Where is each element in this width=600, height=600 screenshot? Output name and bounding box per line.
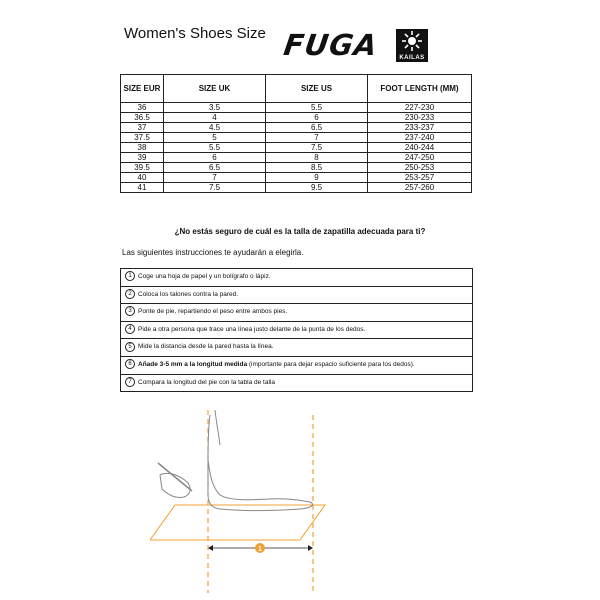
table-cell: 7 — [266, 133, 368, 143]
table-row — [121, 133, 472, 143]
table-cell: 6.5 — [266, 123, 368, 133]
table-cell: 240-244 — [368, 143, 472, 153]
instructions-intro: Las siguientes instrucciones te ayudarán a elegirla. — [122, 248, 304, 257]
brand-name: FUGA — [281, 28, 380, 62]
step-text: Mide la distancia desde la pared hasta la línea. — [138, 343, 274, 351]
table-row — [121, 183, 472, 193]
measure-marker-label: 1 — [258, 546, 262, 553]
size-chart-table — [120, 74, 472, 193]
instruction-step — [121, 287, 472, 305]
instruction-step — [121, 269, 472, 287]
table-row — [121, 123, 472, 133]
table-cell: 227-230 — [368, 103, 472, 113]
instruction-step — [121, 375, 472, 393]
step-number: 1 — [125, 271, 135, 281]
instruction-step — [121, 339, 472, 357]
table-cell: 5 — [164, 133, 266, 143]
table-cell: 247-250 — [368, 153, 472, 163]
table-row — [121, 153, 472, 163]
table-cell: 39 — [121, 153, 164, 163]
table-cell: 36 — [121, 103, 164, 113]
table-row — [121, 143, 472, 153]
table-row — [121, 173, 472, 183]
table-cell: 6.5 — [164, 163, 266, 173]
table-row — [121, 113, 472, 123]
brand-badge — [396, 29, 428, 62]
table-cell: 6 — [266, 113, 368, 123]
instructions-list — [120, 268, 473, 392]
size-chart-body — [121, 103, 472, 193]
step-text: Compara la longitud del pie con la tabla de talla — [138, 378, 275, 386]
step-number: 2 — [125, 289, 135, 299]
page-title: Women's Shoes Size — [124, 25, 266, 42]
table-row — [121, 163, 472, 173]
column-header: FOOT LENGTH (MM) — [368, 75, 472, 103]
step-number: 7 — [125, 377, 135, 387]
foot-measure-illustration — [150, 405, 350, 595]
instruction-step — [121, 322, 472, 340]
table-header-row — [121, 75, 472, 103]
table-cell: 5.5 — [164, 143, 266, 153]
instruction-step — [121, 304, 472, 322]
table-cell: 3.5 — [164, 103, 266, 113]
table-cell: 7.5 — [164, 183, 266, 193]
table-cell: 250-253 — [368, 163, 472, 173]
instruction-step — [121, 357, 472, 375]
step-text: (importante para dejar espacio suficiente para los dedos). — [247, 360, 415, 368]
step-text: Coge una hoja de papel y un bolígrafo o lápiz. — [138, 273, 271, 280]
step-text: Pide a otra persona que trace una línea justo delante de la punta de los dedos. — [138, 325, 366, 333]
table-cell: 4.5 — [164, 123, 266, 133]
table-cell: 257-260 — [368, 183, 472, 193]
table-cell: 39.5 — [121, 163, 164, 173]
table-cell: 230-233 — [368, 113, 472, 123]
column-header: SIZE EUR — [121, 75, 164, 103]
table-cell: 38 — [121, 143, 164, 153]
step-number: 4 — [125, 324, 135, 334]
column-header: SIZE UK — [164, 75, 266, 103]
table-cell: 8 — [266, 153, 368, 163]
table-cell: 8.5 — [266, 163, 368, 173]
table-cell: 7.5 — [266, 143, 368, 153]
table-cell: 40 — [121, 173, 164, 183]
step-emphasis: Añade 3-5 mm a la longitud medida — [138, 360, 248, 368]
size-question: ¿No estás seguro de cuál es la talla de zapatilla adecuada para ti? — [174, 227, 426, 236]
table-cell: 233-237 — [368, 123, 472, 133]
step-text: Ponte de pie, repartiendo el peso entre ambos pies. — [138, 308, 288, 316]
table-cell: 6 — [164, 153, 266, 163]
table-cell: 237-240 — [368, 133, 472, 143]
step-number: 5 — [125, 342, 135, 352]
table-cell: 41 — [121, 183, 164, 193]
step-number: 3 — [125, 306, 135, 316]
sun-icon — [396, 29, 428, 53]
foot-outline — [208, 460, 313, 511]
table-cell: 5.5 — [266, 103, 368, 113]
brand-logo — [281, 28, 434, 68]
step-number: 6 — [125, 359, 135, 369]
pencil-icon — [158, 463, 192, 491]
table-cell: 7 — [164, 173, 266, 183]
table-cell: 37.5 — [121, 133, 164, 143]
brand-sub: KAILAS — [399, 55, 425, 61]
table-cell: 37 — [121, 123, 164, 133]
step-text: Coloca los talones contra la pared. — [138, 290, 239, 298]
table-cell: 36.5 — [121, 113, 164, 123]
table-cell: 9 — [266, 173, 368, 183]
table-cell: 9.5 — [266, 183, 368, 193]
table-cell: 4 — [164, 113, 266, 123]
table-cell: 253-257 — [368, 173, 472, 183]
table-row — [121, 103, 472, 113]
column-header: SIZE US — [266, 75, 368, 103]
